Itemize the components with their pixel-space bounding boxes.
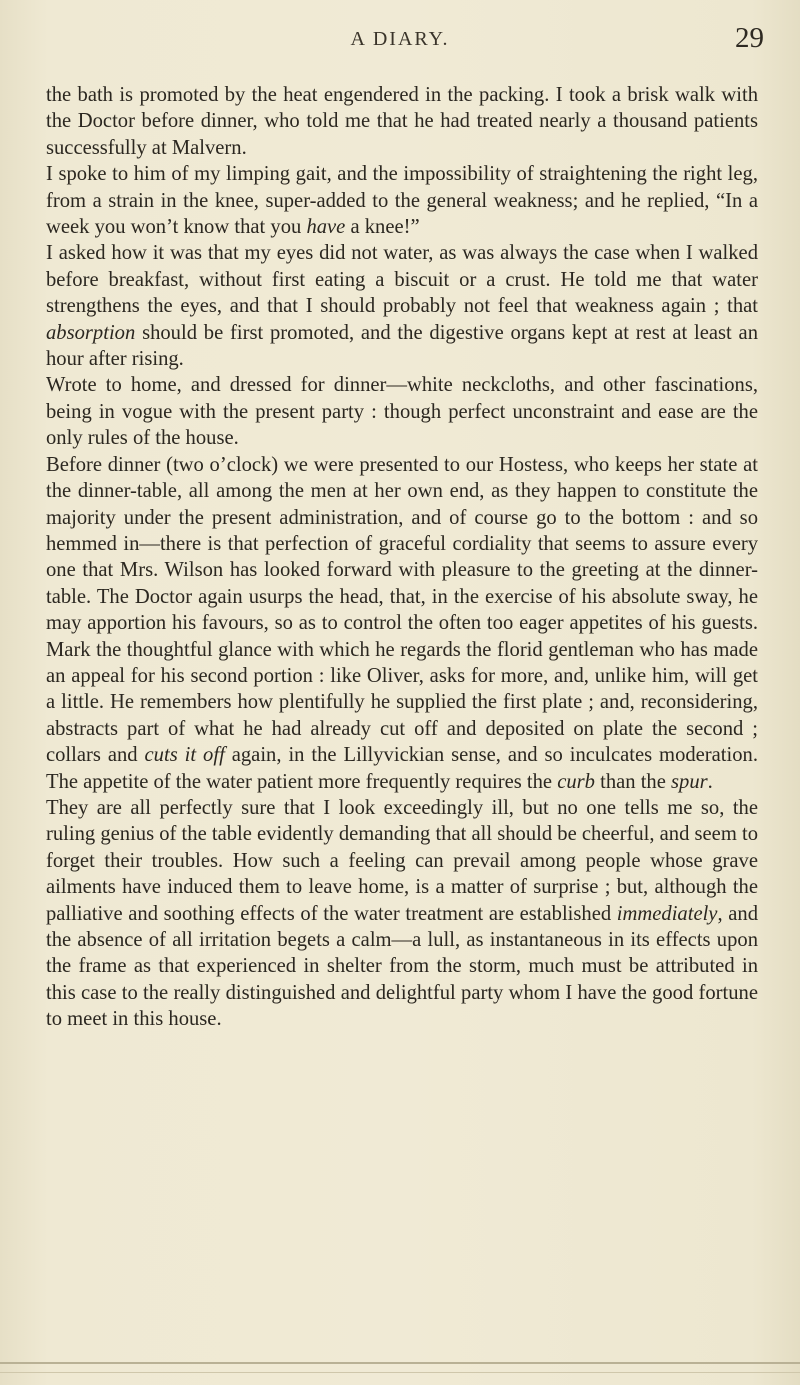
text-segment: They are all perfectly sure that I look exceedingly ill, but no one tells me so, the ruling genius of the table evidently demanding that all should be cheerful, and seem to forget their troubles. How such a feeling can prevail among people whose grave ailments have induced them to leave home, is a matter of surprise ; but, although the palliative and soothing effects of the water treatment are established [46,796,759,925]
italic-text: spur [671,770,708,793]
text-segment: again, in the Lillyvickian sense, and so inculcates moderation. The appetite of the water patient more frequently requires the [46,744,758,793]
text-segment: I spoke to him of my limping gait, and the impossibility of straightening the right leg, from a strain in the knee, super-added to the general weakness; and he replied, “In a week you won’t know that you [46,163,758,239]
body-text [46,82,758,1033]
paragraph [46,161,758,240]
text-segment: the bath is promoted by the heat engendered in the packing. I took a brisk walk with the Doctor before dinner, who told me that he had treated nearly a thousand patients successfully at Malvern. [46,84,758,159]
italic-text: absorption [46,321,136,344]
text-segment: a knee!” [345,216,420,239]
paragraph [46,452,758,795]
italic-text: immediately [616,902,718,925]
page-header [0,22,800,62]
page-bottom-edge [0,1362,800,1364]
text-segment: I asked how it was that my eyes did not water, as was always the case when I walked before breakfast, without first eating a biscuit or a crust. He told me that water strengthens the eyes, and that I should probably not feel that weakness again ; that [46,242,758,318]
running-title: A DIARY. [350,28,450,50]
page-bottom-edge-line [0,1372,800,1373]
text-segment: Before dinner (two o’clock) we were presented to our Hostess, who keeps her state at the dinner-table, all among the men at her own end, as they happen to constitute the majority under the present administration, and of course go to the bottom : and so hemmed in—there is that perfection of graceful cordiality that seems to assure every one that Mrs. Wilson has looked forward with pleasure to the greeting at the dinner-table. The Doctor again usurps the head, that, in the exercise of his absolute sway, he may apportion his favours, so as to control the often too eager appetites of his guests. Mark the thoughtful glance with which he regards the florid gentleman who has made an appeal for his second portion : like Oliver, asks for more, and, unlike him, will get a little. He remembers how plentifully he supplied the first plate ; and, reconsidering, abstracts part of what he had already cut off and deposited on plate the second ; collars and [46,453,758,767]
text-segment: than the [594,770,672,793]
paragraph [46,795,758,1033]
italic-text: curb [557,770,595,793]
text-segment: should be first promoted, and the digestive organs kept at rest at least an hour after rising. [46,321,758,371]
paragraph [46,82,758,161]
paragraph [46,372,758,451]
paragraph [46,240,758,372]
italic-text: have [306,216,346,239]
text-segment: . [707,770,713,793]
page-number: 29 [735,22,764,54]
italic-text: cuts it off [144,744,225,767]
text-segment: , and the absence of all irritation begets a calm—a lull, as instantaneous in its effects upon the frame as that experienced in shelter from the storm, much must be attributed in this case to the really distinguished and delightful party whom I have the good fortune to meet in this house. [46,902,758,1031]
text-segment: Wrote to home, and dressed for dinner—white neckcloths, and other fascinations, being in vogue with the present party : though perfect unconstraint and ease are the only rules of the house. [46,374,758,450]
